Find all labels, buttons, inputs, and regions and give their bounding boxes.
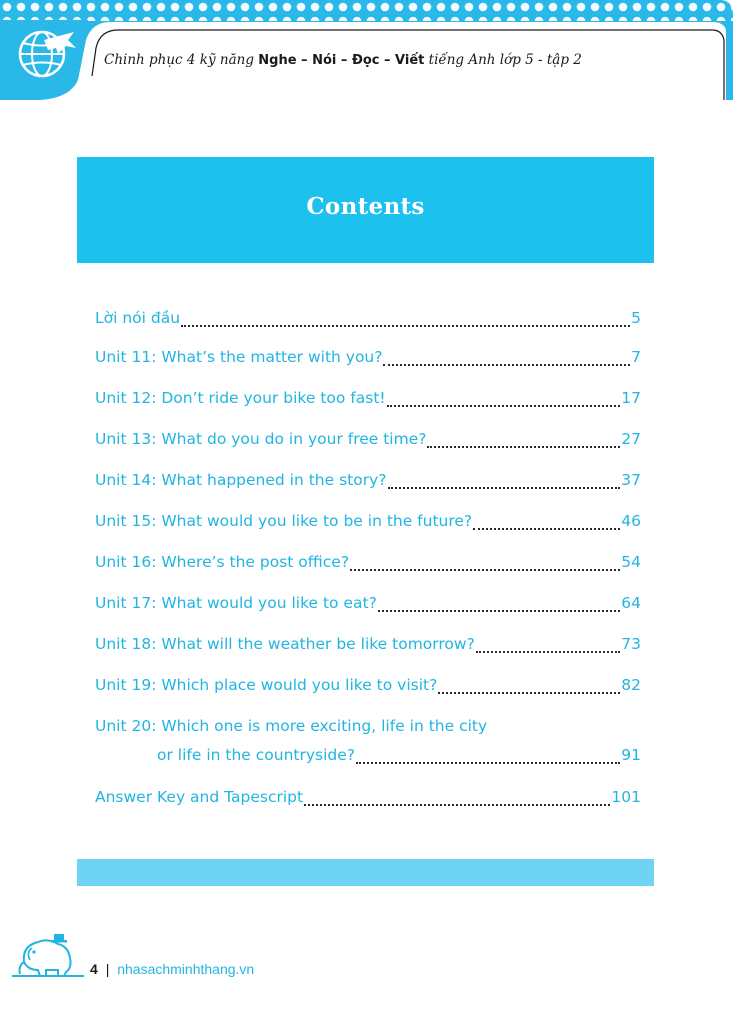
toc-entry-page: 73 [621, 635, 641, 653]
toc-leader-dots [383, 364, 630, 366]
toc-entry-label: Unit 11: What’s the matter with you? [95, 348, 383, 366]
toc-entry-page: 91 [621, 746, 641, 764]
toc-entry[interactable] [95, 389, 641, 413]
toc-entry-label: Unit 16: Where’s the post office? [95, 553, 350, 571]
toc-leader-dots [378, 610, 620, 612]
toc-entry-label: Unit 14: What happened in the story? [95, 471, 387, 489]
toc-entry-label: Unit 15: What would you like to be in the future? [95, 512, 473, 530]
toc-leader-dots [473, 528, 620, 530]
header-band [0, 0, 733, 100]
toc-entry-page: 17 [621, 389, 641, 407]
toc-entry[interactable] [95, 676, 641, 700]
toc-leader-dots [476, 651, 620, 653]
toc-entry-label: Lời nói đầu [95, 309, 181, 327]
toc-entry-page: 7 [631, 348, 641, 366]
toc-entry[interactable] [95, 553, 641, 577]
globe-plane-icon [14, 22, 78, 82]
page-number: 4 [90, 961, 98, 977]
bottom-color-bar [77, 859, 654, 886]
toc-entry-page: 5 [631, 309, 641, 327]
toc-leader-dots [304, 804, 610, 806]
header-title-part: Nghe [258, 53, 297, 68]
footer [90, 961, 254, 977]
toc-entry-label-line1[interactable]: Unit 20: Which one is more exciting, life in the city [95, 717, 488, 735]
header-title [104, 52, 704, 68]
contents-banner [77, 157, 654, 263]
toc-entry[interactable] [95, 635, 641, 659]
toc-entry-page: 46 [621, 512, 641, 530]
toc-entry-label: or life in the countryside? [157, 746, 355, 764]
toc-entry-page: 27 [621, 430, 641, 448]
toc-entry-label: Answer Key and Tapescript [95, 788, 304, 806]
toc-entry-label: Unit 17: What would you like to eat? [95, 594, 377, 612]
footer-separator: | [105, 961, 110, 977]
toc-entry-page: 64 [621, 594, 641, 612]
toc-entry-page: 37 [621, 471, 641, 489]
footer-rule [12, 975, 84, 977]
toc-entry[interactable] [95, 512, 641, 536]
toc-entry[interactable] [95, 309, 641, 333]
toc-entry[interactable] [95, 430, 641, 454]
toc-entry[interactable] [157, 746, 641, 770]
toc-entry-label: Unit 13: What do you do in your free time? [95, 430, 427, 448]
toc-leader-dots [427, 446, 620, 448]
toc-leader-dots [438, 692, 620, 694]
toc-leader-dots [387, 405, 621, 407]
page-header [0, 0, 733, 100]
header-title-part: Đọc [351, 53, 380, 68]
toc-entry-page: 101 [611, 788, 641, 806]
contents-title: Contents [306, 193, 425, 220]
header-title-part: tiếng Anh lớp 5 - tập 2 [424, 52, 582, 68]
header-title-part: – [379, 53, 396, 68]
toc-entry[interactable] [95, 594, 641, 618]
toc-entry[interactable] [95, 788, 641, 812]
footer-website: nhasachminhthang.vn [117, 961, 255, 977]
header-title-part: – [336, 53, 352, 68]
toc-leader-dots [181, 325, 630, 327]
elephant-mascot-icon [14, 932, 84, 978]
toc-leader-dots [388, 487, 621, 489]
toc-entry-label: Unit 19: Which place would you like to visit? [95, 676, 438, 694]
toc-entry[interactable] [95, 471, 641, 495]
header-title-part: Chinh phục 4 kỹ năng [104, 52, 259, 68]
toc-entry[interactable] [95, 348, 641, 372]
toc-entry-label: Unit 18: What will the weather be like tomorrow? [95, 635, 475, 653]
header-title-part: Nói [312, 53, 337, 68]
toc-entry-label: Unit 12: Don’t ride your bike too fast! [95, 389, 386, 407]
toc-entry-page: 54 [621, 553, 641, 571]
header-title-part: – [296, 53, 313, 68]
header-title-part: Viết [395, 53, 425, 68]
toc-leader-dots [350, 569, 620, 571]
toc-leader-dots [356, 762, 620, 764]
toc-entry-page: 82 [621, 676, 641, 694]
